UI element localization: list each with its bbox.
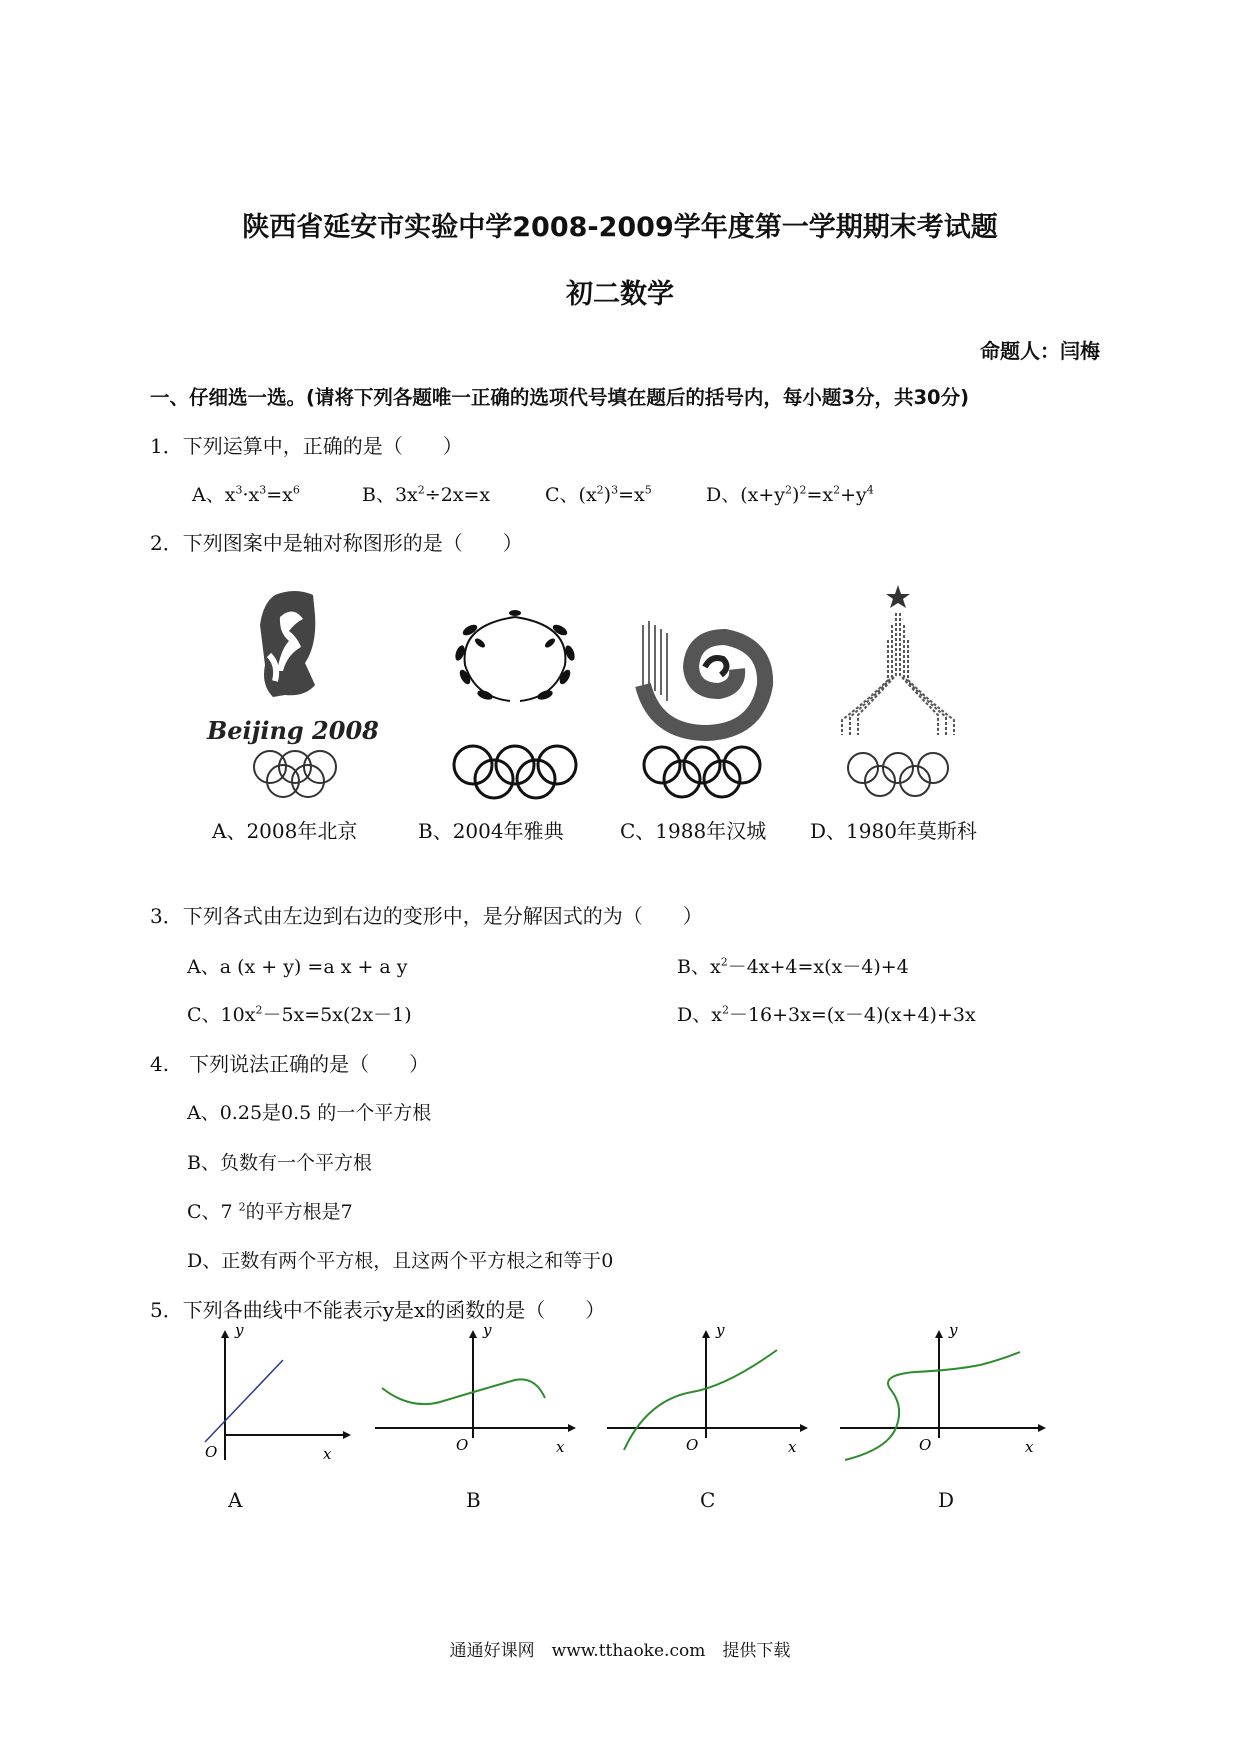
- q2-label-d: D、1980年莫斯科: [810, 819, 977, 843]
- question-3: 3．下列各式由左边到右边的变形中，是分解因式的为（ ）: [150, 904, 703, 928]
- q3-option-c: C、$10x^2-5x=5x(2x-1)$: [187, 1003, 412, 1026]
- beijing-2008-logo: [205, 585, 385, 805]
- graph-d-y-label: y: [949, 1321, 958, 1339]
- footer: 通通好课网 www.tthaoke.com 提供下载: [449, 1641, 791, 1661]
- q3-option-a: A、a (x + y) =a x + a y: [187, 956, 408, 978]
- q3-option-d: D、$x^2-16+3x=(x-4)(x+4)+3x$: [677, 1003, 976, 1026]
- beijing-logo-text: Beijing 2008: [207, 716, 379, 745]
- q5-label-c: C: [700, 1488, 716, 1512]
- graph-a-y-label: y: [235, 1321, 244, 1339]
- q1-option-a: A、$x^3\cdot x^3=x^6$: [192, 483, 300, 506]
- graph-c: [602, 1320, 812, 1470]
- q4-option-c: C、7 $^2$的平方根是7: [187, 1200, 353, 1223]
- moscow-1980-logo: [838, 585, 968, 805]
- q5-label-d: D: [938, 1488, 955, 1512]
- graph-b-origin-label: O: [456, 1436, 469, 1454]
- graph-c-y-label: y: [716, 1321, 725, 1339]
- author-line: 命题人：闫梅: [980, 339, 1100, 363]
- graph-b-y-label: y: [483, 1321, 492, 1339]
- graph-d-origin-label: O: [919, 1436, 932, 1454]
- q1-option-d: D、$(x+y^2)^2=x^2+y^4$: [706, 483, 874, 506]
- q4-option-d: D、正数有两个平方根，且这两个平方根之和等于0: [187, 1250, 614, 1272]
- graph-d-x-label: x: [1025, 1438, 1034, 1456]
- page-subtitle: 初二数学: [566, 279, 674, 310]
- seoul-1988-logo: [635, 615, 795, 805]
- q5-label-b: B: [466, 1488, 481, 1512]
- q4-option-a: A、0.25是0.5 的一个平方根: [187, 1102, 432, 1124]
- section-heading: 一、仔细选一选。(请将下列各题唯一正确的选项代号填在题后的括号内，每小题3分，共30分): [150, 386, 970, 409]
- page-title: 陕西省延安市实验中学2008-2009学年度第一学期期末考试题: [242, 212, 998, 243]
- graph-b: [370, 1320, 580, 1470]
- q2-label-c: C、1988年汉城: [620, 819, 767, 843]
- q1-option-b: B、$3x^2\div 2x=x$: [362, 483, 491, 506]
- athens-2004-logo: [440, 605, 590, 805]
- question-1: 1．下列运算中，正确的是（ ）: [150, 434, 463, 458]
- graph-b-x-label: x: [556, 1438, 565, 1456]
- q1-option-c: C、$(x^2)^3=x^5$: [545, 483, 652, 506]
- graph-d: [835, 1320, 1050, 1470]
- graph-c-origin-label: O: [686, 1436, 699, 1454]
- question-4: 4. 下列说法正确的是（ ）: [150, 1052, 430, 1076]
- graph-c-x-label: x: [788, 1438, 797, 1456]
- question-2: 2．下列图案中是轴对称图形的是（ ）: [150, 531, 523, 555]
- question-5: 5．下列各曲线中不能表示y是x的函数的是（ ）: [150, 1298, 606, 1322]
- graph-a: [195, 1320, 355, 1470]
- q2-label-b: B、2004年雅典: [418, 819, 564, 843]
- q5-label-a: A: [228, 1488, 243, 1512]
- q4-option-b: B、负数有一个平方根: [187, 1152, 372, 1174]
- graph-a-origin-label: O: [205, 1443, 218, 1461]
- graph-a-x-label: x: [323, 1445, 332, 1463]
- q3-option-b: B、$x^2-4x+4=x(x-4)+4$: [677, 955, 909, 978]
- q2-label-a: A、2008年北京: [212, 819, 358, 843]
